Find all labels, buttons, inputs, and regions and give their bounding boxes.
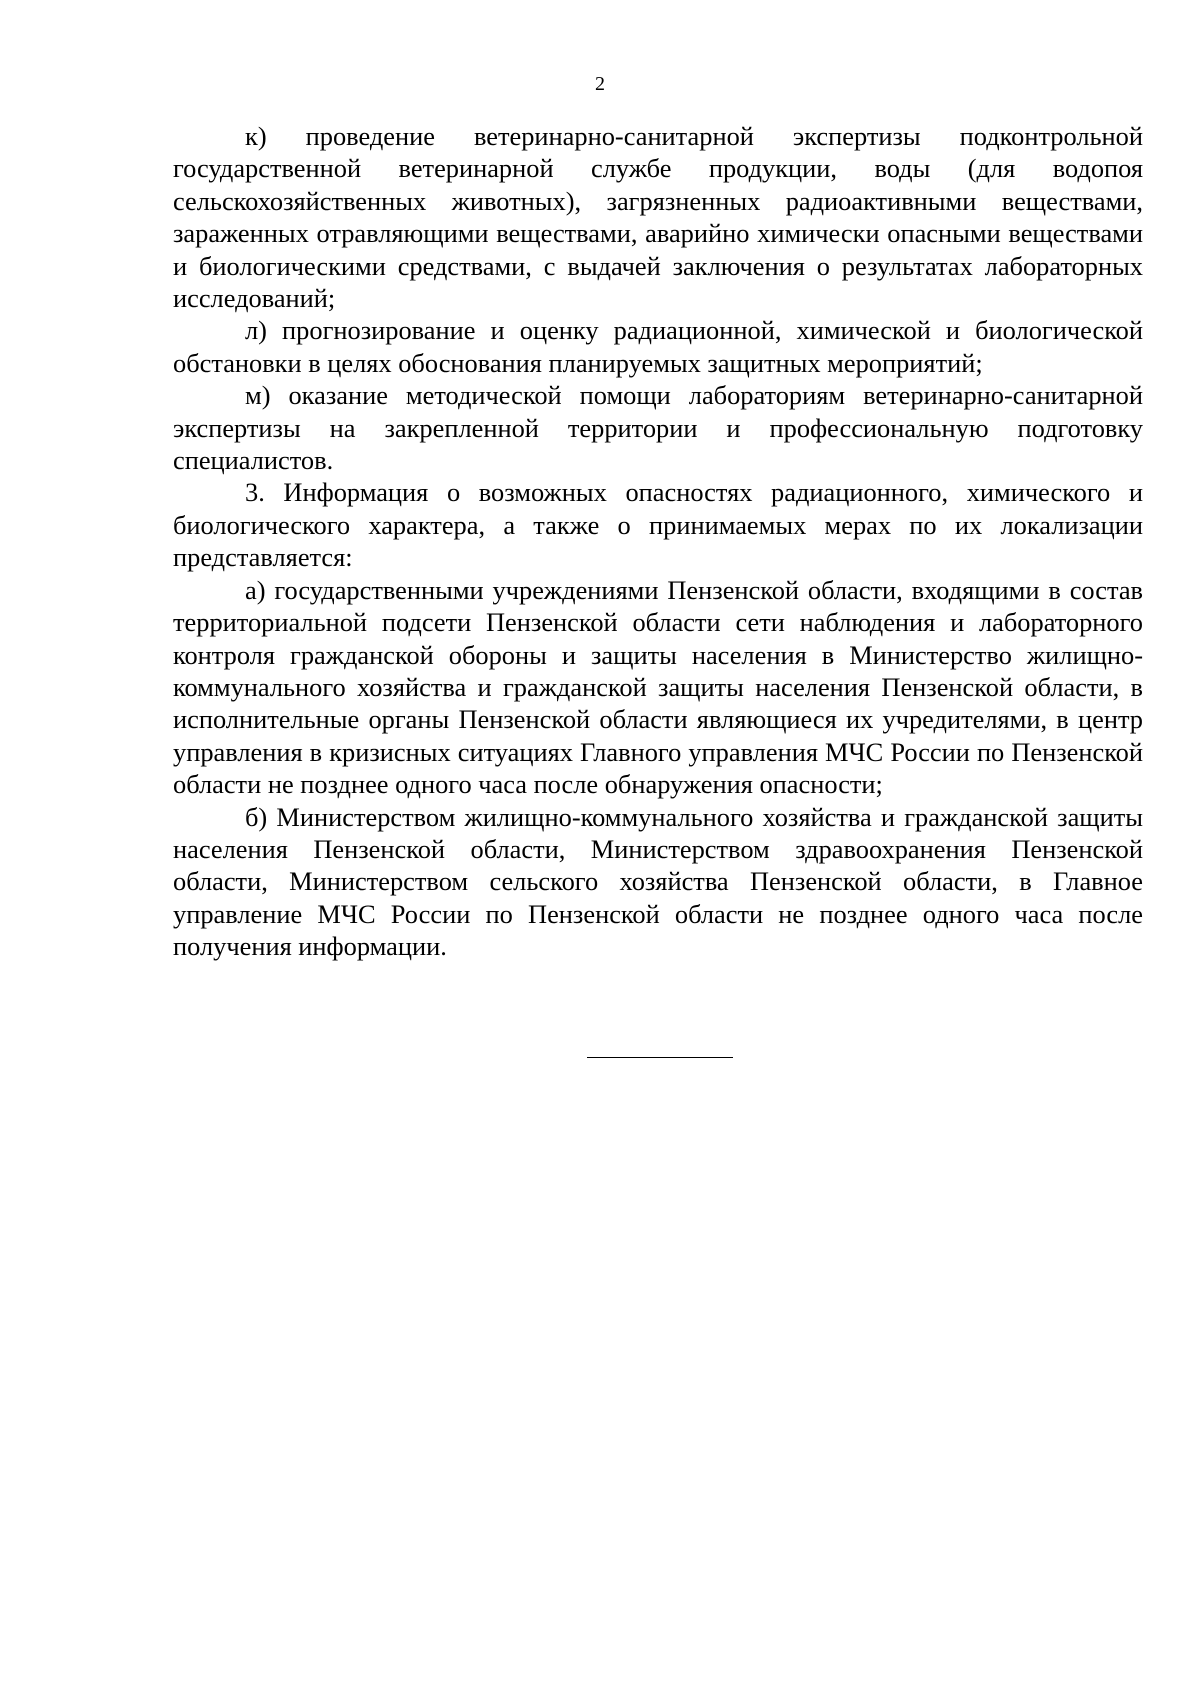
end-separator-line	[587, 1057, 733, 1058]
page-number: 2	[595, 73, 605, 95]
paragraph-a: а) государственными учреждениями Пензенской области, входящими в состав территориальной подсети Пензенской области сети наблюдения и лабораторного контроля гражданской обороны и защиты населения в Министерство жилищно-коммунального хозяйства и гражданской защиты населения Пензенской области, в исполнительные органы Пензенской области являющиеся их учредителями, в центр управления в кризисных ситуациях Главного управления МЧС России по Пензенской области не позднее одного часа после обнаружения опасности;	[173, 574, 1143, 800]
document-body	[173, 120, 1143, 963]
paragraph-k: к) проведение ветеринарно-санитарной экспертизы подконтрольной государственной ветеринарной службе продукции, воды (для водопоя сельскохозяйственных животных), загрязненных радиоактивными веществами, зараженных отравляющими веществами, аварийно химически опасными веществами и биологическими средствами, с выдачей заключения о результатах лабораторных исследований;	[173, 121, 1143, 314]
paragraph-3: 3. Информация о возможных опасностях радиационного, химического и биологического характера, а также о принимаемых мерах по их локализации представляется:	[173, 477, 1143, 573]
paragraph-m: м) оказание методической помощи лабораториям ветеринарно-санитарной экспертизы на закрепленной территории и профессиональную подготовку специалистов.	[173, 380, 1143, 476]
paragraph-l: л) прогнозирование и оценку радиационной, химической и биологической обстановки в целях обоснования планируемых защитных мероприятий;	[173, 315, 1143, 378]
paragraph-b: б) Министерством жилищно-коммунального хозяйства и гражданской защиты населения Пензенской области, Министерством здравоохранения Пензенской области, Министерством сельского хозяйства Пензенской области, в Главное управление МЧС России по Пензенской области не позднее одного часа после получения информации.	[173, 801, 1143, 962]
